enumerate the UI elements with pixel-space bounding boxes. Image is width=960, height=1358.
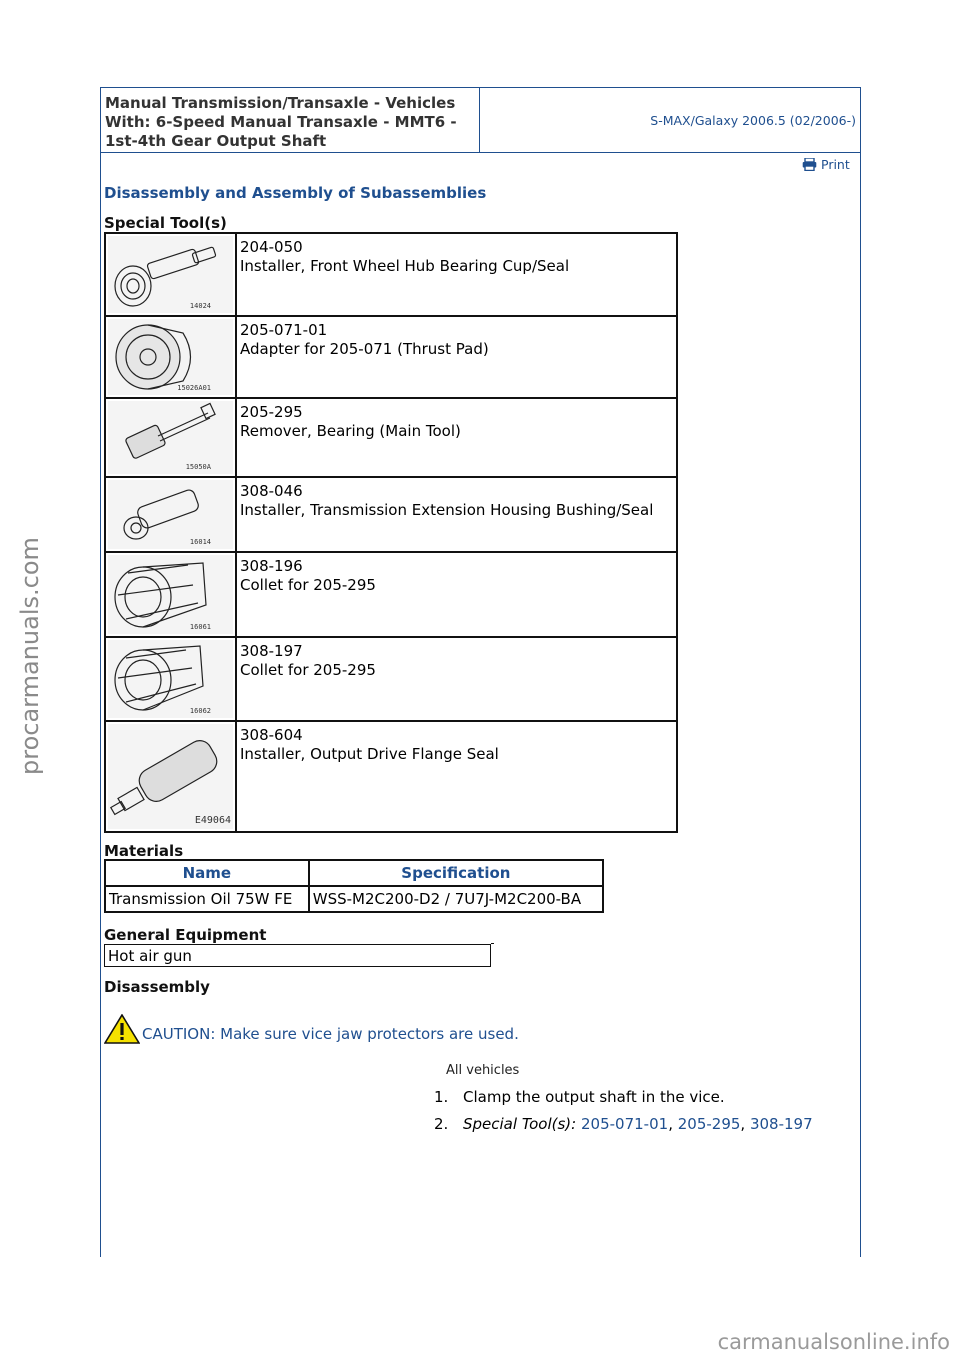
- print-label: Print: [821, 157, 850, 172]
- tool-description: Installer, Transmission Extension Housing Bushing/Seal: [240, 501, 654, 519]
- side-watermark: procarmanuals.com: [16, 537, 44, 775]
- bottom-watermark: carmanualsonline.info: [717, 1330, 950, 1354]
- tool-image: [108, 724, 233, 829]
- table-row: [105, 637, 677, 721]
- table-row: [105, 886, 603, 912]
- tool-link-205-295[interactable]: 205-295: [677, 1115, 741, 1133]
- materials-heading: Materials: [104, 842, 184, 860]
- tool-number: 308-604: [240, 726, 303, 744]
- tool-number: 308-197: [240, 642, 303, 660]
- adapter-tool-drawing: [108, 319, 233, 395]
- special-tools-heading: Special Tool(s): [104, 214, 227, 232]
- document-title: Manual Transmission/Transaxle - Vehicles With: 6-Speed Manual Transaxle - MMT6 - 1st-4th Gear Output Shaft: [101, 88, 480, 152]
- document-header: [100, 87, 861, 153]
- applicability-note: All vehicles: [446, 1063, 520, 1078]
- material-name: Transmission Oil 75W FE: [105, 886, 309, 912]
- installer-tool-drawing: [108, 236, 233, 313]
- table-header-row: [105, 860, 603, 886]
- tool-description: Collet for 205-295: [240, 661, 376, 679]
- equipment-item: Hot air gun: [104, 944, 491, 967]
- table-row: [105, 316, 677, 398]
- tool-description: Remover, Bearing (Main Tool): [240, 422, 461, 440]
- step-number: 1.: [434, 1088, 449, 1106]
- seal-installer-tool-drawing: [108, 724, 233, 829]
- tool-image: [108, 555, 233, 634]
- vehicle-model: S-MAX/Galaxy 2006.5 (02/2006-): [650, 112, 856, 128]
- special-tools-table: [104, 232, 678, 833]
- table-row: [105, 721, 677, 832]
- tool-image-code: 16061: [189, 623, 211, 631]
- tool-image: [108, 236, 233, 313]
- column-header: Name: [105, 860, 309, 886]
- tool-description: Collet for 205-295: [240, 576, 376, 594]
- tool-image: [108, 480, 233, 549]
- general-equipment-heading: General Equipment: [104, 926, 267, 944]
- caution-note: [104, 1014, 519, 1044]
- tool-number: 205-295: [240, 403, 303, 421]
- tool-description: Adapter for 205-071 (Thrust Pad): [240, 340, 489, 358]
- installer-tool-drawing: [108, 480, 233, 549]
- tool-image-code: 15050A: [185, 463, 211, 471]
- tool-image-code: E49064: [194, 815, 231, 826]
- step-text: Clamp the output shaft in the vice.: [463, 1088, 725, 1106]
- tool-link-205-071-01[interactable]: 205-071-01: [581, 1115, 669, 1133]
- tool-number: 205-071-01: [240, 321, 328, 339]
- collet-tool-drawing: [108, 640, 233, 718]
- tool-image: [108, 640, 233, 718]
- tool-number: 308-046: [240, 482, 303, 500]
- table-row: [105, 552, 677, 637]
- warning-icon: [104, 1014, 140, 1044]
- step-item: 2. Special Tool(s): 205-071-01 , 205-295 , 308-197: [434, 1115, 813, 1133]
- tool-description: Installer, Output Drive Flange Seal: [240, 745, 499, 763]
- tool-link-308-197[interactable]: 308-197: [749, 1115, 813, 1133]
- step-item: [434, 1088, 725, 1106]
- print-button[interactable]: [802, 157, 850, 172]
- table-row: [105, 398, 677, 477]
- table-row: [105, 233, 677, 316]
- table-row: [105, 477, 677, 552]
- column-header: Specification: [309, 860, 603, 886]
- step-prefix: Special Tool(s):: [463, 1115, 577, 1133]
- tool-description: Installer, Front Wheel Hub Bearing Cup/Seal: [240, 257, 570, 275]
- tool-number: 204-050: [240, 238, 303, 256]
- step-number: 2.: [434, 1115, 449, 1133]
- tool-image-code: 16014: [189, 538, 211, 546]
- materials-table: [104, 859, 604, 913]
- collet-tool-drawing: [108, 555, 233, 634]
- section-title: Disassembly and Assembly of Subassemblies: [104, 184, 487, 202]
- divider: [491, 943, 494, 944]
- tool-image: [108, 319, 233, 395]
- tool-image: [108, 401, 233, 474]
- tool-number: 308-196: [240, 557, 303, 575]
- material-specification: WSS-M2C200-D2 / 7U7J-M2C200-BA: [309, 886, 603, 912]
- tool-image-code: 16062: [189, 707, 211, 715]
- disassembly-heading: Disassembly: [104, 978, 210, 996]
- caution-text: CAUTION: Make sure vice jaw protectors are used.: [142, 1025, 519, 1043]
- tool-image-code: 14024: [189, 302, 211, 310]
- tool-image-code: 15026A01: [177, 384, 211, 392]
- remover-tool-drawing: [108, 401, 233, 474]
- printer-icon: [802, 158, 817, 171]
